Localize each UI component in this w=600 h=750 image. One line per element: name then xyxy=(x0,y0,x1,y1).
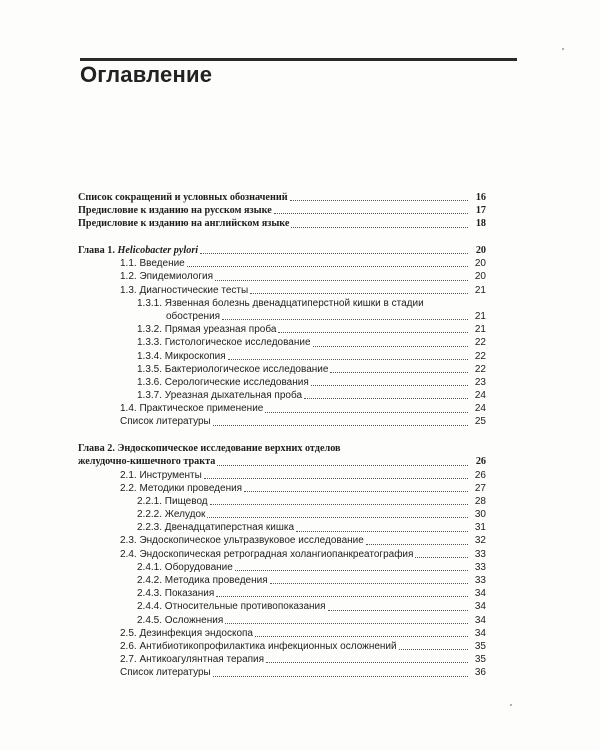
toc-chapter-2: желудочно-кишечного тракта 26 xyxy=(78,456,486,468)
toc-entry-2-2-2: 2.2.2. Желудок 30 xyxy=(137,509,486,521)
toc-entry-1-3: 1.3. Диагностические тесты 21 xyxy=(120,284,486,296)
toc-entry-1-3-6: 1.3.6. Серологические исследования 23 xyxy=(137,376,486,388)
toc-entry-2-2-3: 2.2.3. Двенадцатиперстная кишка 31 xyxy=(137,522,486,534)
table-of-contents xyxy=(78,191,486,680)
toc-entry-2-1: 2.1. Инструменты 26 xyxy=(120,469,486,481)
toc-entry-abbreviations: Список сокращений и условных обозначений 16 xyxy=(78,191,486,203)
toc-entry-2-4-4: 2.4.4. Относительные противопоказания 34 xyxy=(137,601,486,613)
toc-entry-1-3-2: 1.3.2. Прямая уреазная проба 21 xyxy=(137,324,486,336)
toc-entry-1-3-3: 1.3.3. Гистологическое исследование 22 xyxy=(137,337,486,349)
header-rule xyxy=(80,58,517,61)
toc-entry-2-4-1: 2.4.1. Оборудование 33 xyxy=(137,561,486,573)
toc-entry-preface-russian: Предисловие к изданию на русском языке 17 xyxy=(78,205,486,217)
toc-entry-2-6: 2.6. Антибиотикопрофилактика инфекционных осложнений 35 xyxy=(120,640,486,652)
scan-speck xyxy=(562,48,564,50)
toc-entry-1-3-7: 1.3.7. Уреазная дыхательная проба 24 xyxy=(137,390,486,402)
toc-entry-1-1: 1.1. Введение 20 xyxy=(120,258,486,270)
toc-entry-2-5: 2.5. Дезинфекция эндоскопа 34 xyxy=(120,627,486,639)
toc-entry-ch1-references: Список литературы 25 xyxy=(120,416,486,428)
toc-entry-1-3-1-line1: 1.3.1. Язвенная болезнь двенадцатиперстной кишки в стадии xyxy=(137,297,424,309)
toc-entry-preface-english: Предисловие к изданию на английском языке 18 xyxy=(78,218,486,230)
toc-entry-2-4: 2.4. Эндоскопическая ретроградная холангиопанкреатография 33 xyxy=(120,548,486,560)
toc-entry-2-7: 2.7. Антикоагулянтная терапия 35 xyxy=(120,654,486,666)
toc-entry-2-4-3: 2.4.3. Показания 34 xyxy=(137,588,486,600)
toc-entry-2-4-2: 2.4.2. Методика проведения 33 xyxy=(137,575,486,587)
toc-entry-1-3-4: 1.3.4. Микроскопия 22 xyxy=(137,350,486,362)
toc-chapter-1: Глава 1. Helicobacter pylori 20 xyxy=(78,245,486,257)
toc-entry-2-3: 2.3. Эндоскопическое ультразвуковое исследование 32 xyxy=(120,535,486,547)
toc-entry-1-3-5: 1.3.5. Бактериологическое исследование 22 xyxy=(137,363,486,375)
toc-chapter-2-line1: Глава 2. Эндоскопическое исследование верхних отделов xyxy=(78,443,341,455)
toc-entry-2-2-1: 2.2.1. Пищевод 28 xyxy=(137,495,486,507)
toc-entry-2-2: 2.2. Методики проведения 27 xyxy=(120,482,486,494)
toc-entry-1-3-1: обострения 21 xyxy=(166,310,486,322)
page-title: Оглавление xyxy=(80,62,213,87)
toc-entry-1-2: 1.2. Эпидемиология 20 xyxy=(120,271,486,283)
toc-entry-2-4-5: 2.4.5. Осложнения 34 xyxy=(137,614,486,626)
toc-entry-ch2-references: Список литературы 36 xyxy=(120,667,486,679)
toc-entry-1-4: 1.4. Практическое применение 24 xyxy=(120,403,486,415)
scan-speck xyxy=(510,704,512,706)
